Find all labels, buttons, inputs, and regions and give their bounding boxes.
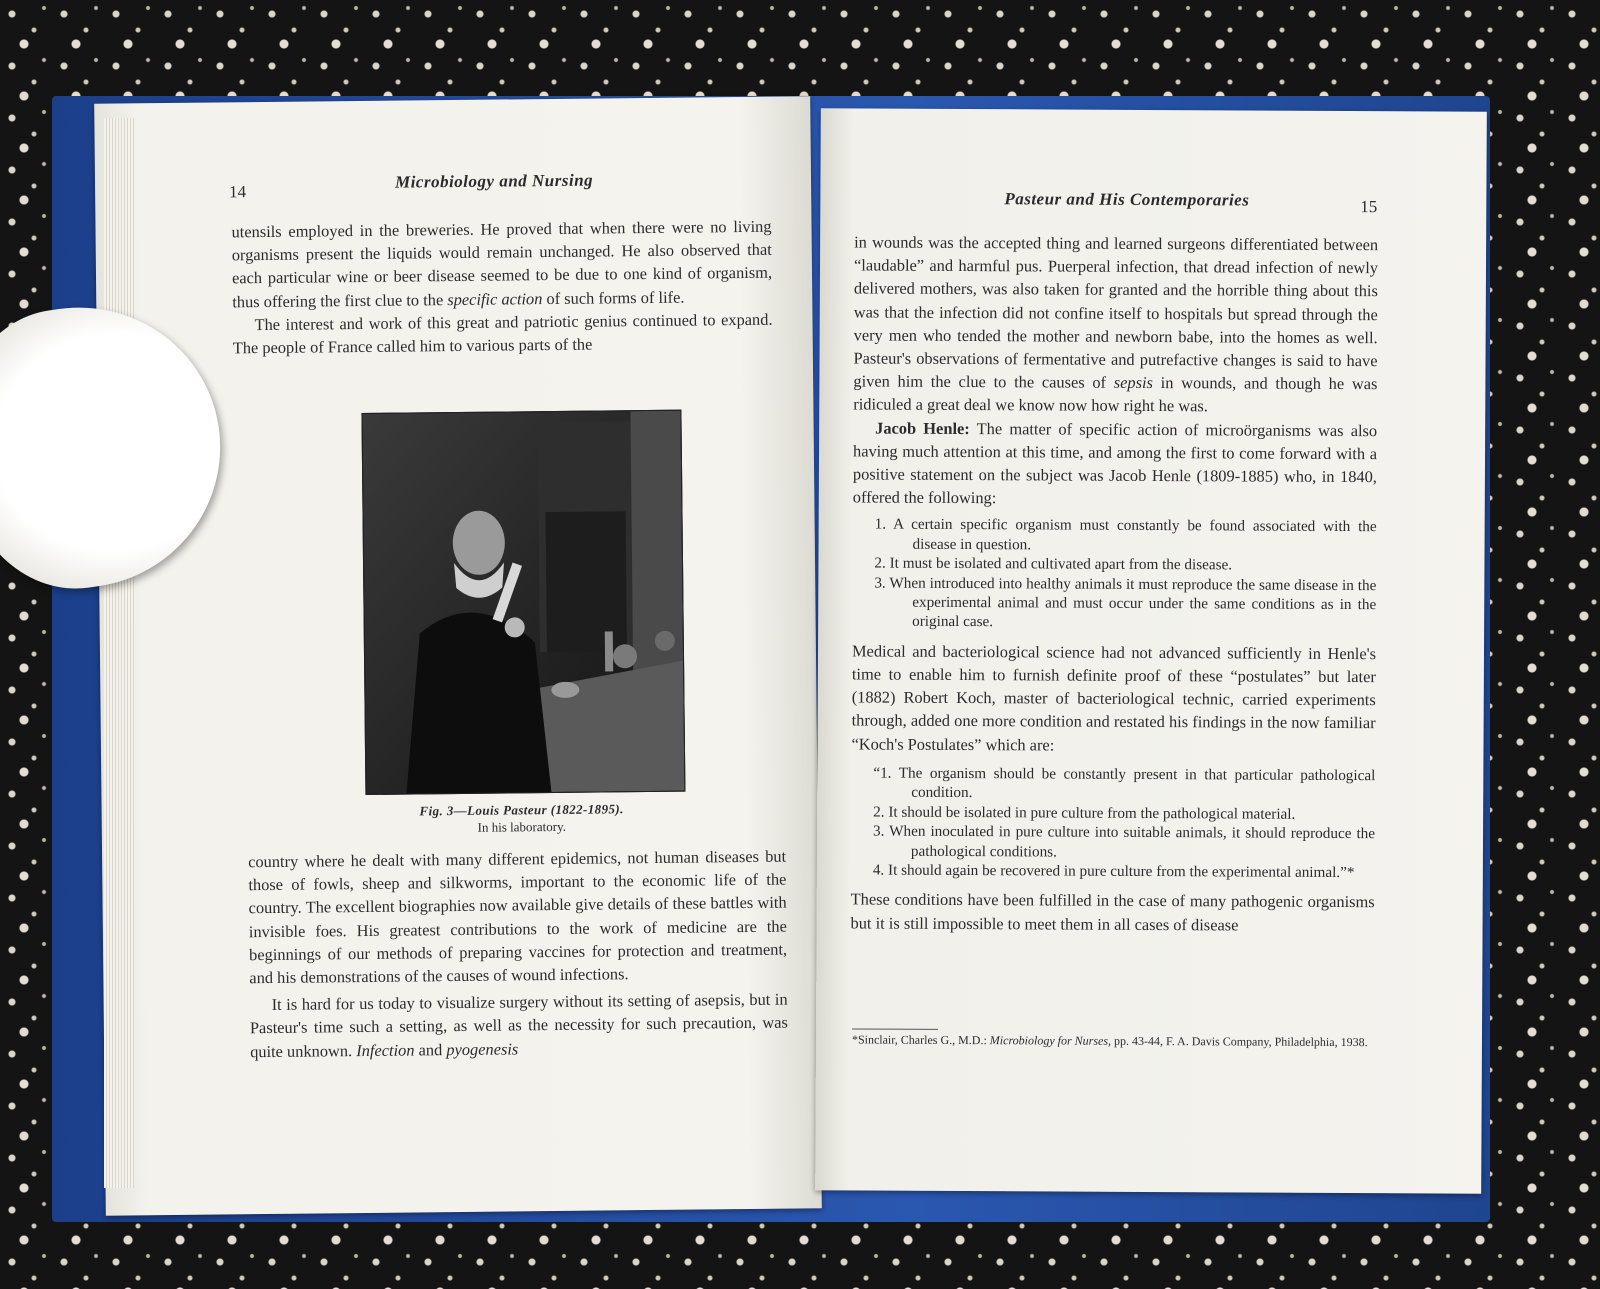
footnote: *Sinclair, Charles G., M.D.: Microbiology for Nurses, pp. 43-44, F. A. Davis Company, Philadelphia, 1938. [851,1032,1368,1050]
figure-caption-title: Fig. 3—Louis Pasteur (1822-1895). [419,801,624,819]
right-page [815,108,1487,1193]
list-item: 3. When introduced into healthy animals it must reproduce the same disease in the experimental animal and must occur under the same conditions as in the original case. [874,574,1377,631]
henle-postulates-list [852,515,1377,634]
paragraph-interest: The interest and work of this great and patriotic genius continued to expand. The people of France called him to various parts of the [232,309,773,358]
figure-caption [302,799,742,838]
right-text [851,230,1379,936]
paragraph-asepsis: It is hard for us today to visualize surgery without its setting of asepsis, but in Pasteur's time such a setting, as well as the necessity for such precaution, was quite unknown. Infection and pyogenesis [249,989,788,1061]
list-item: 3. When inoculated in pure culture into suitable animals, it should reproduce the pathological conditions. [873,822,1376,861]
footnote-rule [852,1028,938,1029]
left-running-head: Microbiology and Nursing [394,170,594,192]
list-item: 4. It should again be recovered in pure culture from the experimental animal.”* [872,861,1355,881]
paragraph-conditions: These conditions have been fulfilled in the case of many pathogenic organisms but it is still impossible to meet them in all cases of disease [850,889,1375,934]
koch-postulates-list [851,763,1376,882]
left-page [94,96,822,1215]
list-item: 1. A certain specific organism must constantly be found associated with the disease in question. [874,515,1377,554]
left-page-number: 14 [229,182,247,202]
paragraph-henle: Jacob Henle: The matter of specific action of microörganisms was also having much attention at this time, and among the first to come forward with a positive statement on the subject was Jacob Henle (1809-1885) who, in 1840, offered the following: [852,418,1378,508]
left-top-text [231,215,772,360]
figure-caption-subtitle: In his laboratory. [477,818,567,835]
paragraph-utensils: utensils employed in the breweries. He proved that when there were no living organisms present the liquids would remain unchanged. He also observed that each particular wine or beer disease seemed to be due to one kind of organism, thus offering the first clue to the specific action of such forms of life. [231,216,773,311]
paragraph-koch: Medical and bacteriological science had not advanced sufficiently in Henle's time to enable him to furnish definite proof of these “postulates” but later (1882) Robert Koch, master of bacteriological technic, carried experiments through, added one more condition and restated his findings in the now familiar “Koch's Postulates” which are: [851,641,1377,755]
page-edges [104,118,134,1188]
right-running-head: Pasteur and His Contemporaries [1004,189,1250,210]
right-page-number: 15 [1360,197,1378,217]
pasteur-portrait-image [362,411,684,794]
list-item: 2. It must be isolated and cultivated apart from the disease. [874,554,1233,574]
paragraph-wounds: in wounds was the accepted thing and learned surgeons differentiated between “laudable” and harmful pus. Puerperal infection, that dread infection of newly delivered mothers, was also taken for granted and the horrible thing about this was that the infection did not confine itself to hospitals but spread through the very men who tended the mother and newborn babe, into the homes as well. Pasteur's observations of fermentative and putrefactive changes is said to have given him the clue to the causes of sepsis in wounds, and though he was ridiculed a great deal we know now how right he was. [853,232,1379,416]
figure-pasteur-photo [361,410,685,795]
paragraph-epidemics: country where he dealt with many different epidemics, not human diseases but those of fowls, sheep and silkworms, important to the economic life of the country. The excellent biographies now available give details of these battles with invisible foes. His greatest contributions to the work of medicine are the beginnings of our methods of preparing vaccines for protection and treatment, and his demonstrations of the causes of wound infections. [248,846,788,988]
list-item: 2. It should be isolated in pure culture from the pathological material. [873,803,1296,823]
left-bottom-text [248,845,788,1063]
list-item: “1. The organism should be constantly present in that particular pathological condition. [873,764,1376,802]
